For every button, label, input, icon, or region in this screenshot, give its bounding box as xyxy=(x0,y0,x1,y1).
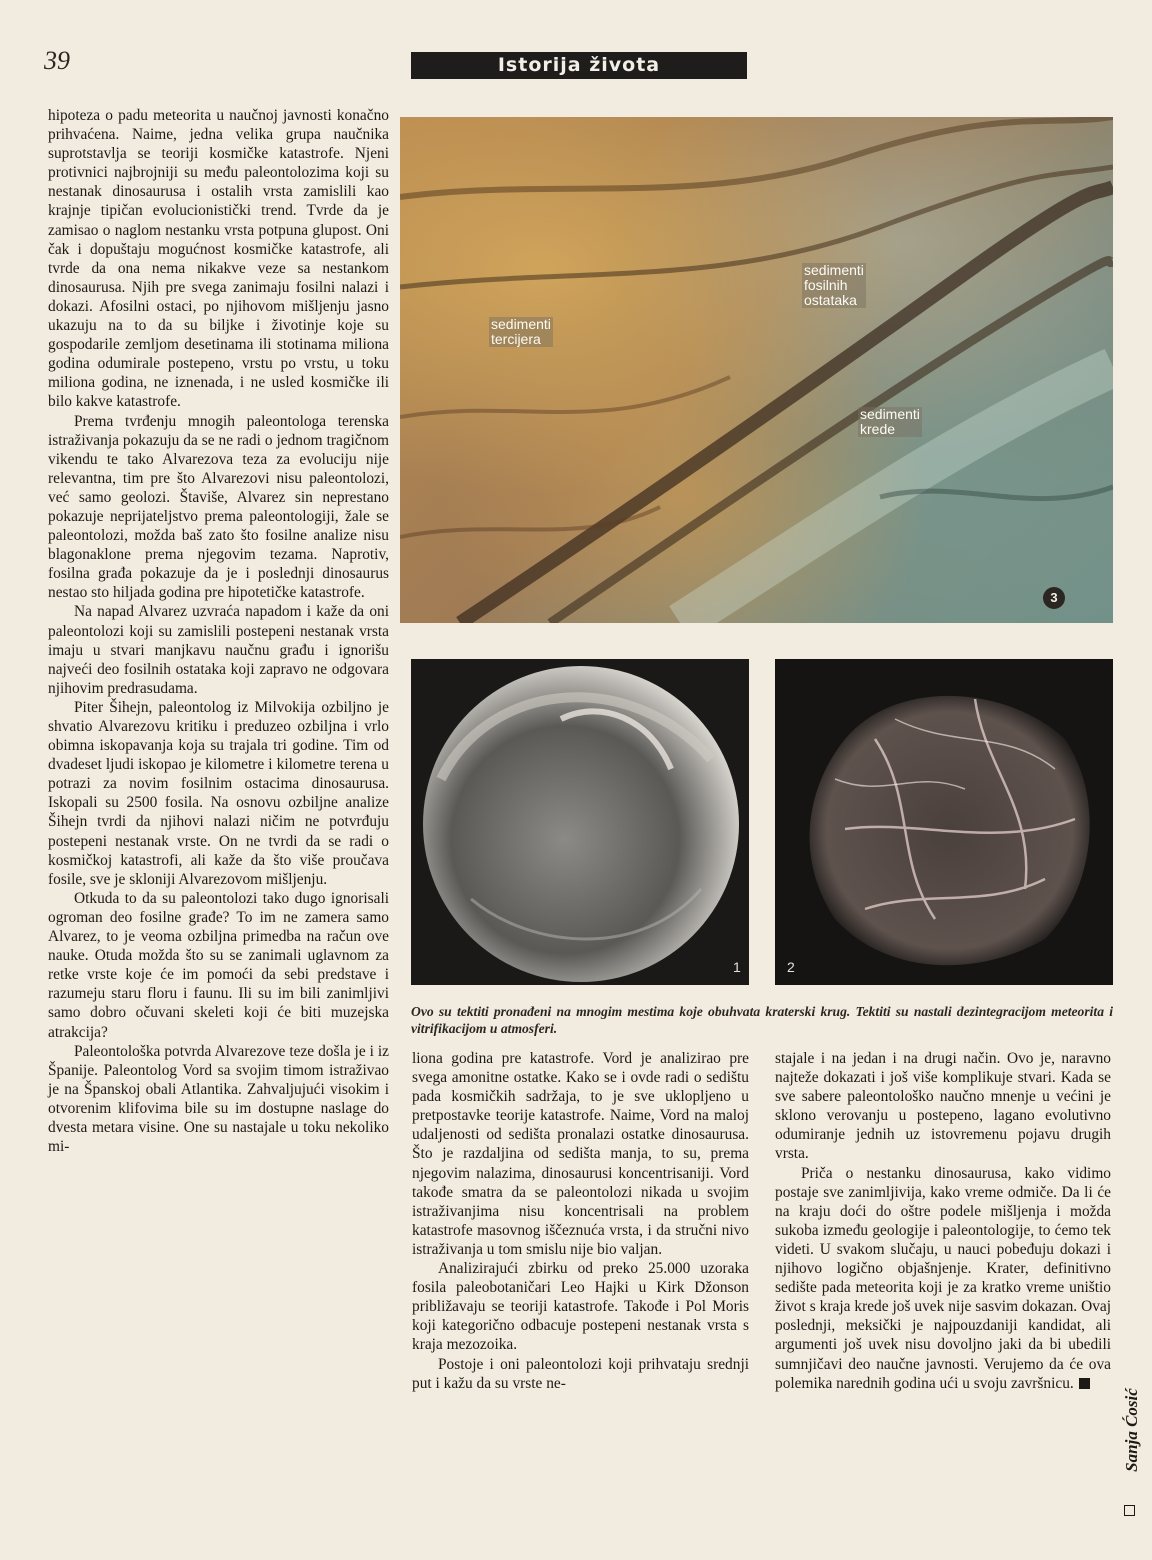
article-column-3 xyxy=(775,1049,1111,1393)
article-column-1 xyxy=(48,106,389,1156)
article-column-2 xyxy=(412,1049,749,1393)
paragraph: Na napad Alvarez uzvraća napadom i kaže da oni paleontolozi koji su zamislili postepeni nestanak vrsta imaju u stvari manjkavu naučnu građu i ignorišu najveći deo fosilnih ostataka koji zapravo ne odgovara njihovim predrasudama. xyxy=(48,603,389,697)
photo-caption: Ovo su tektiti pronađeni na mnogim mestima koje obuhvata kraterski krug. Tektiti su nastali dezintegracijom meteorita i vitrifikacijom u atmosferi. xyxy=(411,1004,1113,1036)
tektite-photo-1 xyxy=(411,659,749,985)
paragraph: stajale i na jedan i na drugi način. Ovo je, naravno najteže dokazati i još više komplikuje stvari. Kada se sve sabere paleontološko naučno mnenje u većini je sklono verovanju u postepeno, lagano evolutivno odumiranje jednih uz istovremenu pojavu drugih vrsta. xyxy=(775,1050,1111,1163)
rock-strata-photo xyxy=(400,117,1113,623)
photo-number-badge: 3 xyxy=(1043,587,1065,609)
tektite-number: 1 xyxy=(733,959,741,975)
rock-texture xyxy=(400,117,1113,623)
tektite-sphere-image xyxy=(411,659,749,985)
tektite-photo-2 xyxy=(775,659,1113,985)
tektite-number: 2 xyxy=(787,959,795,975)
paragraph: Analizirajući zbirku od preko 25.000 uzoraka fosila paleobotaničari Leo Hajki u Kirk Džonson približavaju se teoriji katastrofe. Takođe i Pol Moris koji kategorično odbacuje postepeni nestanak vrsta s kraja mezozoika. xyxy=(412,1260,749,1354)
label-cretaceous-sediments: sedimenti krede xyxy=(860,406,920,437)
page-number: 39 xyxy=(44,46,70,75)
paragraph: hipoteza o padu meteorita u naučnoj javnosti konačno prihvaćena. Naime, jedna velika grupa naučnika suprotstavlja se teoriji kosmičke katastrofe. Njeni protivnici najbrojniji su među paleontolozima koji su nestanak dinosaurusa i ostalih vrsta zamislili kao krajnje tipičan evolucionistički trend. Tvrde da je zamisao o naglom nestanku vrsta potpuna glupost. Oni čak i dopuštaju mogućnost kosmičke katastrofe, ali tvrde da ona nema nikakve veze sa nestankom dinosaurusa. Njih pre svega zanimaju fosilni nalazi i dokazi. Afosilni ostaci, po njihovom mišljenju jasno ukazuju na to da su biljke i životinje koje su gospodarile zemljom desetinama ili stotinama miliona godina odumirale postepeno, vrstu po vrstu, u toku miliona godina, ne iznenada, i ne usled kosmičke ili bilo kakve katastrofe. xyxy=(48,107,389,411)
paragraph: Paleontološka potvrda Alvarezove teze došla je i iz Španije. Paleontolog Vord sa svojim timom istraživao je na Španskoj obali Atlantika. Zahvaljujući visokim i otvorenim klifovima bile su im dostupne naslage do dvesta metara visine. One su nastajale u toku nekoliko mi- xyxy=(48,1042,389,1156)
author-name: Sanja Ćosić xyxy=(1122,1388,1141,1472)
paragraph: liona godina pre katastrofe. Vord je analizirao pre svega amonitne ostatke. Kako se i ovde radi o sedištu pada kosmičkih sadržaja, to je sve uklopljeno u pretpostavke teorije katastrofe. Naime, Vord na maloj udaljenosti od sedišta pronalazi ostatke dinosaurusa. Što je razdaljina od sedišta manja, to su, prema njegovim nalazima, dinosaurusi koncentrisaniji. Vord takođe smatra da se paleontolozi nikada u svojim istraživanjima nisu koncentrisali na problem katastrofe masovnog iščeznuća vrsta, i da stručni nivo istraživanja u tom smislu nije bio valjan. xyxy=(412,1050,749,1258)
section-title: Istorija života xyxy=(411,52,747,79)
tektite-crystal-image xyxy=(775,659,1113,985)
paragraph: Prema tvrđenju mnogih paleontologa terenska istraživanja pokazuju da se ne radi o jednom tragičnom vikendu te tako Alvarezova teza za evoluciju nije relevantna, tim pre što Alvarezovi nisu paleontolozi, već samo geolozi. Štaviše, Alvarez sin neprestano pokazuje neprijateljstvo prema paleontologiji, žale se paleontolozi, možda baš zato što fosilne analize nisu blagonaklone prema njegovim tezama. Naprotiv, fosilna građa pokazuje da je i poslednji dinosaurus nestao sto hiljada godina pre hipotetičke katastrofe. xyxy=(48,412,389,602)
signature-square-icon xyxy=(1124,1505,1135,1516)
paragraph: Otkuda to da su paleontolozi tako dugo ignorisali ogroman deo fosilne građe? To im ne zamera samo Alvarez, to je veoma ozbiljna primedba na račun ove nauke. Otuda možda što su se zanimali uglavnom za retke vrste koje će im pomoći da sebi predstave i razumeju staru floru i faunu. Ili su im bili zanimljivi samo dobro očuvani skeleti koji će biti muzejska atrakcija? xyxy=(48,889,389,1041)
author-signature xyxy=(1120,1360,1146,1500)
paragraph: Priča o nestanku dinosaurusa, kako vidimo postaje sve zanimljivija, kako vreme odmiče. Da li će na kraju doći do oštre podele mišljenja i možda sukoba između geologije i paleontologije, to ćemo tek videti. U svakom slučaju, u nauci pobeđuju dokazi i njihovo logično objašnjenje. Krater, definitivno sedište pada meteorita koji je za kratko vreme uništio život s kraja krede još uvek nije sasvim dokazan. Ovaj poslednji, meksički je najpouzdaniji kandidat, ali argumenti još uvek nisu dovoljno jaki da bi ubedili sumnjičavi deo naučne javnosti. Verujemo da će ova polemika narednih godina ući u svoju završnicu. xyxy=(775,1164,1111,1392)
paragraph: Postoje i oni paleontolozi koji prihvataju srednji put i kažu da su vrste ne- xyxy=(412,1355,749,1392)
label-fossil-sediments: sedimenti fosilnih ostataka xyxy=(804,262,864,308)
label-tertiary-sediments: sedimenti tercijera xyxy=(491,316,551,347)
end-of-article-mark xyxy=(1079,1378,1090,1389)
paragraph: Piter Šihejn, paleontolog iz Milvokija ozbiljno je shvatio Alvarezovu kritiku i preduzeo ozbiljna i vrlo obimna iskopavanja koja su trajala tri godine. Tim od dvadeset ljudi iskopao je kilometre i kilometre terena u potrazi za novim fosilnim ostacima dinosaurusa. Iskopali su 2500 fosila. Na osnovu ozbiljne analize Šihejn tvrdi da njihovi nalazi ničim ne potvrđuju postepeni nestanak vrste. On ne tvrdi da se radi o kosmičkoj katastrofi, ali kaže da što više proučava fosile, sve je skloniji Alvarezovom mišljenju. xyxy=(48,698,389,888)
